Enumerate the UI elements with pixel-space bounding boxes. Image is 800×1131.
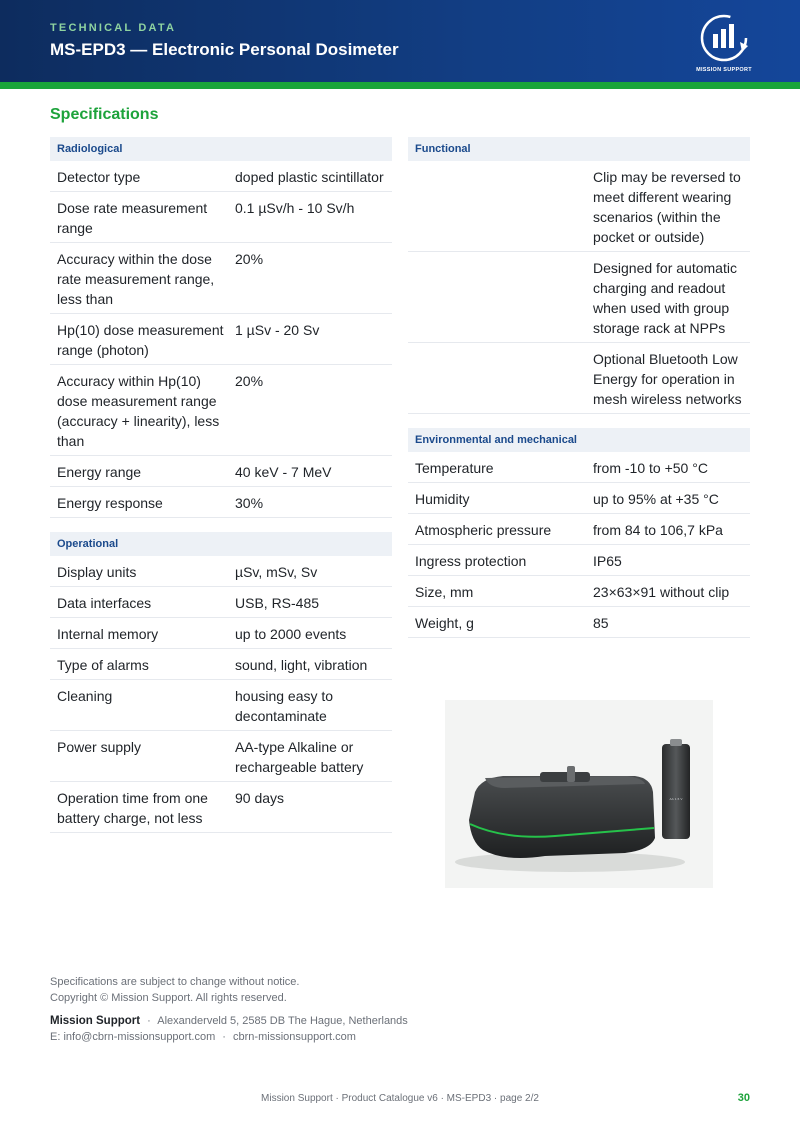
environmental-table [408,452,750,638]
spec-value: 30% [235,495,264,511]
logo-wordmark: MISSION SUPPORT [696,67,752,73]
spec-value: Clip may be reversed to meet different wearing scenarios (within the pocket or outside) [593,169,741,245]
spec-value: housing easy to decontaminate [235,688,334,724]
company-name: Mission Support [50,1015,141,1027]
spec-label: Size, mm [415,584,474,600]
spec-value: AA-type Alkaline or rechargeable battery [235,739,364,775]
table-row [408,252,750,343]
table-row [50,192,392,243]
group-heading-environmental: Environmental and mechanical [408,428,750,452]
spec-label: Accuracy within the dose rate measurement range, less than [57,251,215,307]
table-row [50,587,392,618]
disclaimer: Specifications are subject to change without notice. [50,976,300,988]
table-row [408,483,750,514]
group-heading-operational: Operational [50,532,392,556]
spec-value: 85 [593,615,609,631]
radiological-table [50,161,392,518]
spec-value: up to 95% at +35 °C [593,491,719,507]
spec-label [408,349,593,409]
spec-value: from 84 to 106,7 kPa [593,522,723,538]
group-heading-functional: Functional [408,137,750,161]
company-line [50,1015,408,1027]
table-row [408,161,750,252]
spec-value: Designed for automatic charging and readout when used with group storage rack at NPPs [593,260,737,336]
table-row [408,607,750,638]
table-row [408,514,750,545]
page-number: 30 [737,1092,750,1104]
table-row [50,243,392,314]
table-row [50,731,392,782]
contact-line [50,1031,356,1043]
spec-value: USB, RS-485 [235,595,320,611]
spec-value: up to 2000 events [235,626,347,642]
spec-label: Dose rate measurement range [57,200,208,236]
document-title: MS-EPD3 — Electronic Personal Dosimeter [50,40,399,59]
separator: · [222,1031,226,1043]
table-row [50,782,392,833]
header-accent-stripe [0,82,800,89]
page-header [0,0,800,82]
spec-value: from -10 to +50 °C [593,460,708,476]
table-row [50,618,392,649]
operational-table [50,556,392,833]
spec-label: Humidity [415,491,470,507]
email-link[interactable]: E: info@cbrn-missionsupport.com [50,1031,216,1043]
spec-label: Energy range [57,464,142,480]
spec-label: Operation time from one battery charge, not less [57,790,208,826]
spec-value: sound, light, vibration [235,657,368,673]
company-address: Alexanderveld 5, 2585 DB The Hague, Netherlands [157,1015,408,1027]
spec-label: Hp(10) dose measurement range (photon) [57,322,224,358]
spec-label: Type of alarms [57,657,149,673]
spec-label: Display units [57,564,137,580]
spec-label: Data interfaces [57,595,152,611]
table-row [50,680,392,731]
group-heading-radiological: Radiological [50,137,392,161]
spec-label: Cleaning [57,688,113,704]
table-row [50,456,392,487]
section-title: Specifications [50,106,159,123]
spec-value: 0.1 µSv/h - 10 Sv/h [235,200,355,216]
spec-label: Energy response [57,495,163,511]
table-row [408,343,750,414]
spec-label: Power supply [57,739,142,755]
spec-value: 23×63×91 without clip [593,584,730,600]
spec-value: 20% [235,373,264,389]
table-row [50,487,392,518]
table-row [50,649,392,680]
right-column [408,137,750,638]
table-row [408,452,750,483]
spec-value: µSv, mSv, Sv [235,564,318,580]
spec-label: Accuracy within Hp(10) dose measurement range (accuracy + linearity), less than [57,373,220,449]
functional-table [408,161,750,414]
table-row [50,314,392,365]
spec-label: Weight, g [415,615,474,631]
spec-value: 1 µSv - 20 Sv [235,322,320,338]
dosimeter-illustration [445,700,713,888]
spec-value: IP65 [593,553,622,569]
spec-value: 40 keV - 7 MeV [235,464,332,480]
table-row [408,545,750,576]
left-column [50,137,392,833]
spec-value: doped plastic scintillator [235,169,384,185]
product-photo [445,700,713,888]
website-link[interactable]: cbrn-missionsupport.com [233,1031,356,1043]
table-row [50,161,392,192]
spec-value: 90 days [235,790,285,806]
spec-label [408,258,593,338]
table-row [50,365,392,456]
spec-value: Optional Bluetooth Low Energy for operation in mesh wireless networks [593,351,742,407]
spec-value: 20% [235,251,264,267]
spec-label: Internal memory [57,626,159,642]
page-footer-info: Mission Support · Product Catalogue v6 · MS-EPD3 · page 2/2 [261,1093,539,1104]
separator: · [147,1015,151,1027]
battery-label: AA 1.5 V [669,797,683,801]
spec-label: Ingress protection [415,553,527,569]
header-kicker: TECHNICAL DATA [50,22,177,34]
spec-label: Temperature [415,460,494,476]
spec-label: Detector type [57,169,141,185]
table-row [408,576,750,607]
spec-label [408,167,593,247]
copyright: Copyright © Mission Support. All rights reserved. [50,992,287,1004]
spec-label: Atmospheric pressure [415,522,552,538]
table-row [50,556,392,587]
